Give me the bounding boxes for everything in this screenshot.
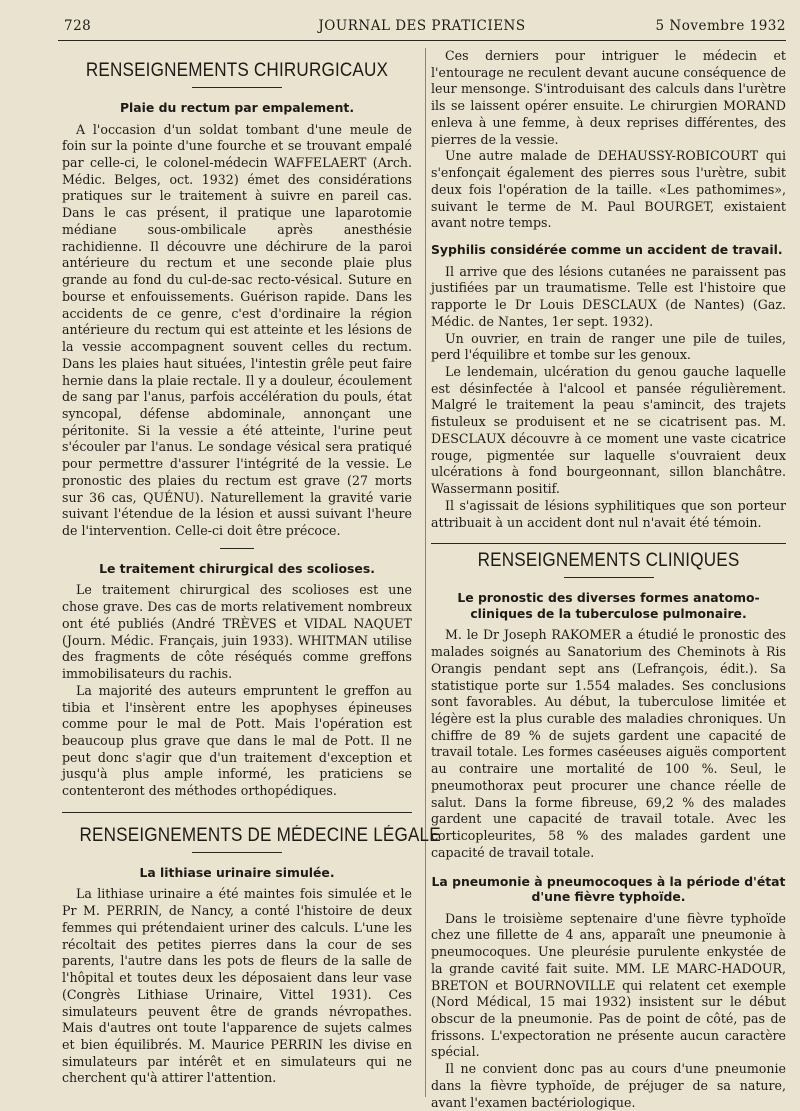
header-rule	[58, 40, 786, 41]
article-title-tuberculose: Le pronostic des diverses formes anatomo-cliniques de la tuberculose pulmonaire.	[457, 590, 760, 621]
article-paragraph: M. le Dr Joseph RAKOMER a étudié le pronostic des malades soignés au Sanatorium des Cheminots à Ris Orangis pendant sept ans (Lefrançois, édit.). Sa statistique porte sur 1.554 malades. Ses conclusions sont favorables. Au début, la tuberculose limitée et légère est la plus curable des maladies chroniques. Un chiffre de 89 % de sujets gardent une capacité de travail totale. Les formes caséeuses aiguës comportent au contraire une mortalité de 100 %. Seul, le pneumothorax peut procurer une chance réelle de salut. Dans la forme fibreuse, 69,2 % des malades gardent une capacité de travail totale. Avec les corticopleurites, 58 % des malades gardent une capacité de travail totale.	[431, 627, 786, 860]
article-paragraph: Le lendemain, ulcération du genou gauche laquelle est désinfectée à l'alcool et pansée régulièrement. Malgré le traitement la peau s'amincit, des trajets fistuleux se produisent et ne se cicatrisent pas. M. DESCLAUX découvre à ce moment une vaste cicatrice rouge, pigmentée sur laquelle s'ouvraient deux ulcérations à fond bourgeonnant, sillon blanchâtre. Wassermann positif.	[431, 363, 786, 497]
section-title-cliniques: RENSEIGNEMENTS CLINIQUES	[477, 550, 740, 572]
article-paragraph: La majorité des auteurs empruntent le greffon au tibia et l'insèrent entre les apophyses épineuses comme pour le mal de Pott. Mais l'opération est beaucoup plus grave que dans le mal de Pott. Il ne peut donc s'agir que d'un traitement d'exception et jusqu'à plus ample informé, les praticiens se contenteront des méthodes orthopédiques.	[62, 682, 412, 799]
section-title-chirurgicaux: RENSEIGNEMENTS CHIRURGICAUX	[85, 60, 389, 81]
section-rule	[192, 87, 282, 88]
article-title-plaie-rectum: Plaie du rectum par empalement.	[119, 100, 355, 115]
article-paragraph: Il arrive que des lésions cutanées ne paraissent pas justifiées par un traumatisme. Telle est l'histoire que rapporte le Dr Louis DESCLAUX (de Nantes) (Gaz. Médic. de Nantes, 1er sept. 1932).	[431, 263, 786, 329]
right-column	[431, 48, 786, 1111]
article-paragraph: Il s'agissait de lésions syphilitiques que son porteur attribuait à un accident dont nul n'avait été témoin.	[431, 497, 786, 530]
journal-title: JOURNAL DES PRATICIENS	[318, 18, 526, 34]
article-divider	[220, 548, 254, 549]
section-rule	[192, 852, 282, 853]
article-paragraph: Un ouvrier, en train de ranger une pile de tuiles, perd l'équilibre et tombe sur les genoux.	[431, 330, 786, 363]
section-divider	[431, 543, 786, 544]
article-paragraph-continued: Ces derniers pour intriguer le médecin et l'entourage ne reculent devant aucune conséquence de leur mensonge. S'introduisant des calculs dans l'urètre ils se laissent opérer ensuite. Le chirurgien MORAND enleva à une femme, à deux reprises différentes, des pierres de la vessie.	[431, 48, 786, 147]
running-head	[58, 14, 786, 36]
section-divider	[62, 812, 412, 813]
article-paragraph: Dans le troisième septenaire d'une fièvre typhoïde chez une fillette de 4 ans, apparaît une pneumonie à pneumocoques. Une pleurésie purulente enkystée de la grande cavité fait suite. MM. LE MARC-HADOUR, BRETON et BOURNOVILLE qui relatent cet exemple (Nord Médical, 15 mai 1932) insistent sur le début obscur de la pneumonie. Pas de point de côté, pas de frissons. L'expectoration ne présente aucun caractère spécial.	[431, 910, 786, 1060]
section-rule	[564, 577, 654, 578]
column-separator	[425, 48, 426, 1097]
article-title-lithiase: La lithiase urinaire simulée.	[139, 864, 335, 880]
article-paragraph: Il ne convient donc pas au cours d'une pneumonie dans la fièvre typhoïde, de préjuger de sa nature, avant l'examen bactériologique.	[431, 1061, 786, 1110]
article-paragraph: A l'occasion d'un soldat tombant d'une meule de foin sur la pointe d'une fourche et se trouvant empalé par celle-ci, le colonel-médecin WAFFELAERT (Arch. Médic. Belges, oct. 1932) émet des considérations pratiques sur le traitement à suivre en pareil cas. Dans le cas présent, il pratique une laparotomie médiane sous-ombilicale après anesthésie rachidienne. Il découvre une déchirure de la paroi antérieure du rectum et une seconde plaie plus grande au fond du cul-de-sac recto-vésical. Suture en bourse et enfouissements. Guérison rapide. Dans les accidents de ce genre, c'est d'ordinaire la région antérieure du rectum qui est atteinte et les lésions de la vessie accompagnent souvent celles du rectum. Dans les plaies haut situées, l'intestin grêle peut faire hernie dans la plaie rectale. Il y a douleur, écoulement de sang par l'anus, parfois accélération du pouls, état syncopal, défense abdominale, annonçant une péritonite. Si la vessie a été atteinte, l'urine peut s'écouler par l'anus. Le sondage vésical sera pratiqué pour permettre d'assurer l'intégrité de la vessie. Le pronostic des plaies du rectum est grave (27 morts sur 36 cas, QUÉNU). Naturellement la gravité varie suivant l'étendue de la lésion et aussi suivant l'heure de l'intervention. Celle-ci doit être précoce.	[62, 121, 412, 539]
article-title-scolioses: Le traitement chirurgical des scolioses.	[99, 560, 375, 576]
left-column	[62, 48, 441, 1087]
article-title-syphilis: Syphilis considérée comme un accident de travail.	[431, 242, 783, 258]
page-number: 728	[64, 18, 92, 34]
section-title-medecine-legale: RENSEIGNEMENTS DE MÉDECINE LÉGALE	[79, 824, 441, 846]
article-paragraph-continued: Une autre malade de DEHAUSSY-ROBICOURT qui s'enfonçait également des pierres sous l'urètre, subit deux fois l'opération de la taille. «Les pathomimes», suivant le terme de M. Paul BOURGET, existaient avant notre temps.	[431, 148, 786, 231]
article-paragraph: Le traitement chirurgical des scolioses est une chose grave. Des cas de morts relativement nombreux ont été publiés (André TRÈVES et VIDAL NAQUET (Journ. Médic. Français, juin 1933). WHITMAN utilise des fragments de côte réséqués comme greffons immobilisateurs du rachis.	[62, 582, 412, 682]
article-title-pneumonie: La pneumonie à pneumocoques à la période d'état d'une fièvre typhoïde.	[431, 873, 786, 905]
issue-date: 5 Novembre 1932	[655, 18, 786, 34]
article-paragraph: La lithiase urinaire a été maintes fois simulée et le Pr M. PERRIN, de Nancy, a conté l'histoire de deux femmes qui prétendaient uriner des calculs. L'une les récoltait des petites pierres dans la cour de ses parents, l'autre dans les pots de fleurs de la salle de l'hôpital et toutes deux les déposaient dans leur vase (Congrès Lithiase Urinaire, Vittel 1931). Ces simulateurs peuvent être de grands névropathes. Mais d'autres ont toute l'apparence de sujets calmes et bien équilibrés. M. Maurice PERRIN les divise en simulateurs par intérêt et en simulateurs qui ne cherchent qu'à attirer l'attention.	[62, 886, 412, 1086]
